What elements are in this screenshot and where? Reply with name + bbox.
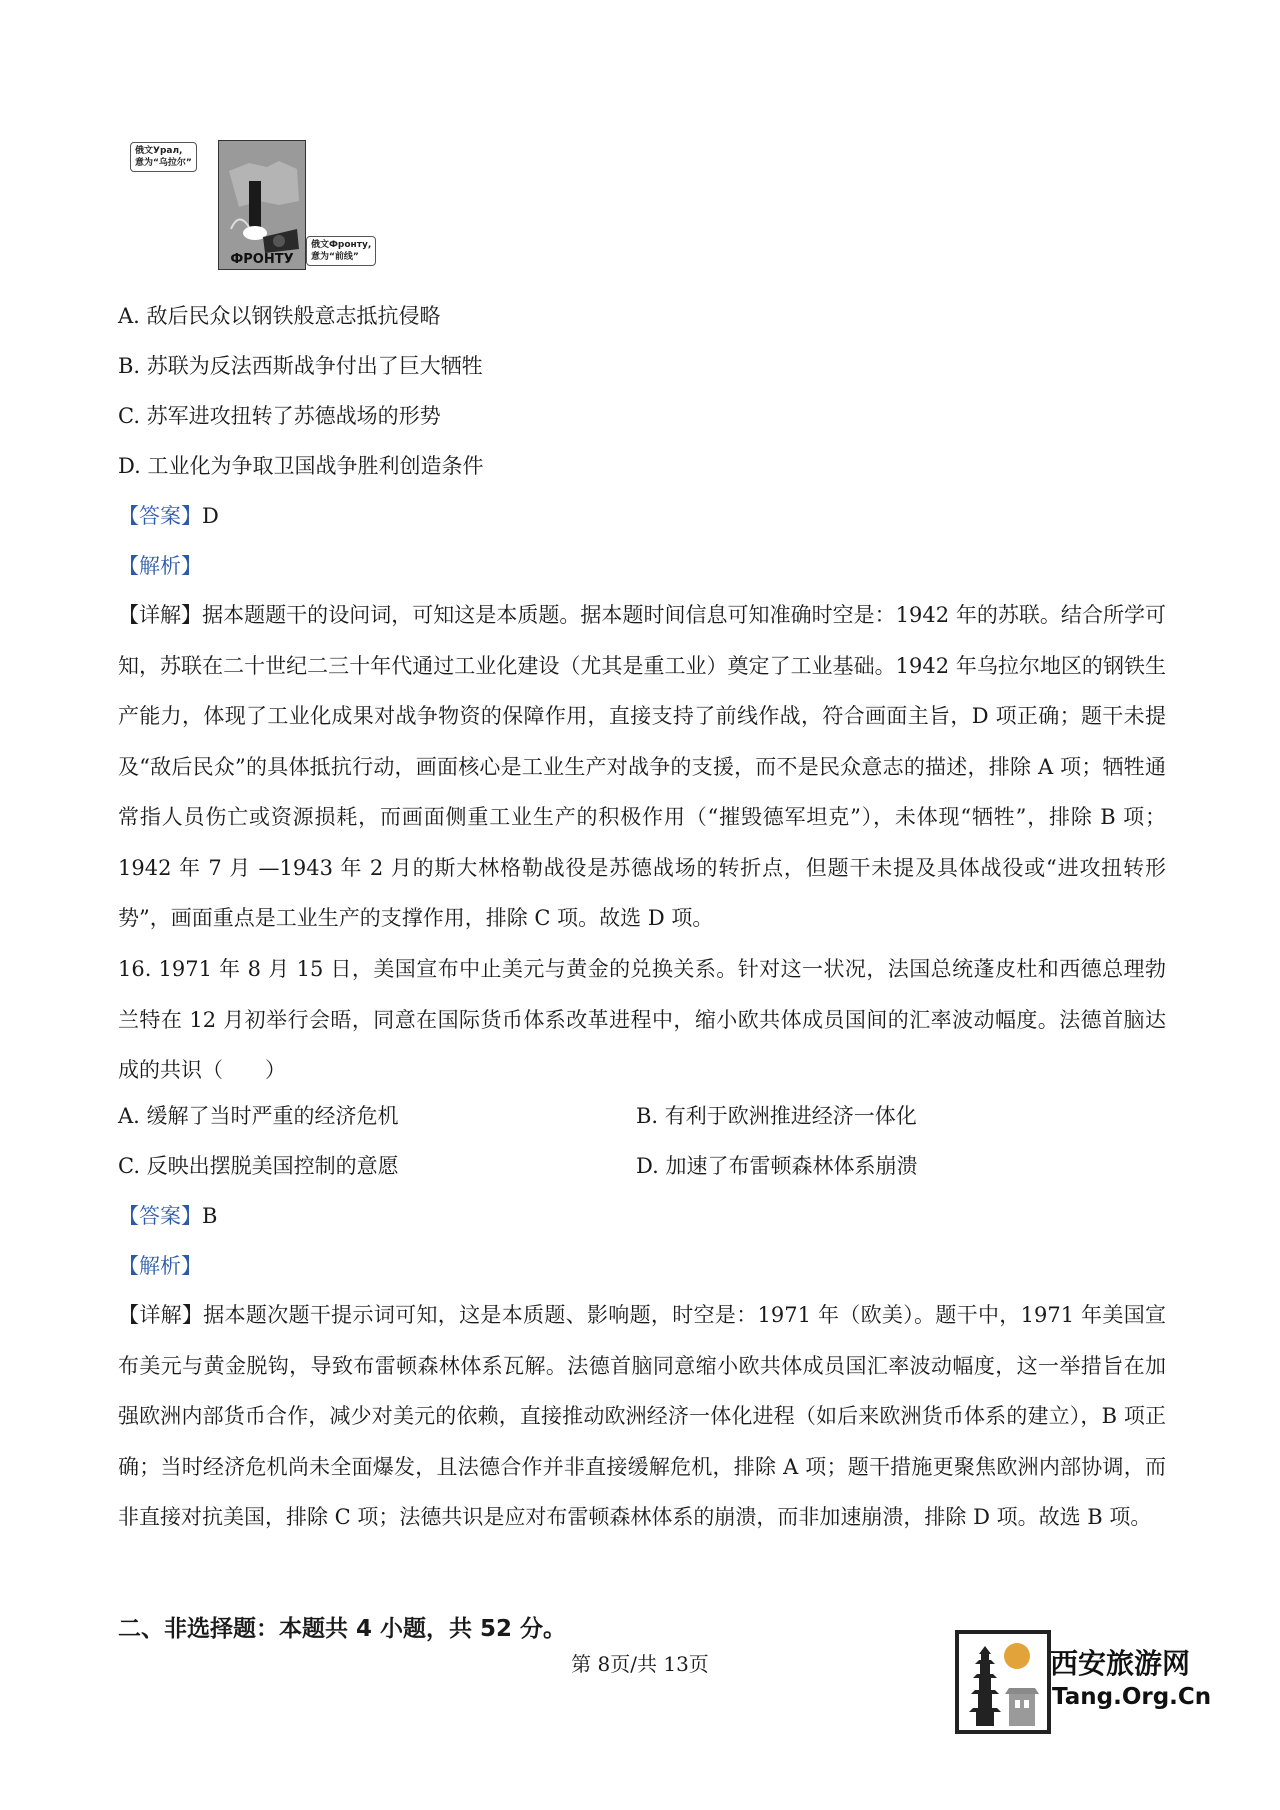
q15-option-b: B. 苏联为反法西斯战争付出了巨大牺牲 <box>118 354 483 378</box>
q16-detail <box>118 1290 1166 1543</box>
q16-analysis-label: 【解析】 <box>118 1254 202 1278</box>
section-title: 二、非选择题：本题共 4 小题，共 52 分。 <box>118 1616 567 1642</box>
q15-option-d: D. 工业化为争取卫国战争胜利创造条件 <box>118 454 484 478</box>
logo-emblem <box>955 1630 1051 1734</box>
pagoda-icon <box>959 1634 1047 1730</box>
detail-text: 据本题题干的设问词，可知这是本质题。据本题时间信息可知准确时空是：1942 年的苏联。结合所学可知，苏联在二十世纪二三十年代通过工业化建设（尤其是重工业）奠定了工业基础。1942 年乌拉尔地区的钢铁生产能力，体现了工业化成果对战争物资的保障作用，直接支持了前线作战，符合画面主旨，D 项正确；题干未提及“敌后民众”的具体抵抗行动，画面核心是工业生产对战争的支援，而不是民众意志的描述，排除 A 项；牺牲通常指人员伤亡或资源损耗，而画面侧重工业生产的积极作用（“摧毁德军坦克”），未体现“牺牲”，排除 B 项；1942 年 7 月 —1943 年 2 月的斯大林格勒战役是苏德战场的转折点，但题干未提及具体战役或“进攻扭转形势”，画面重点是工业生产的支撑作用，排除 C 项。故选 D 项。 <box>118 603 1166 930</box>
page-footer: 第 8页/共 13页 <box>571 1652 709 1676</box>
q15-answer <box>118 502 219 531</box>
detail-text: 据本题次题干提示词可知，这是本质题、影响题，时空是：1971 年（欧美）。题干中，1971 年美国宣布美元与黄金脱钩，导致布雷顿森林体系瓦解。法德首脑同意缩小欧共体成员国汇率波动幅度，这一举措旨在加强欧洲内部货币合作，减少对美元的依赖，直接推动欧洲经济一体化进程（如后来欧洲货币体系的建立），B 项正确；当时经济危机尚未全面爆发，且法德合作并非直接缓解危机，排除 A 项；题干措施更聚焦欧洲内部协调，而非直接对抗美国，排除 C 项；法德共识是应对布雷顿森林体系的崩溃，而非加速崩溃，排除 D 项。故选 B 项。 <box>118 1303 1167 1529</box>
q16-option-b: B. 有利于欧洲推进经济一体化 <box>636 1104 917 1128</box>
q16-answer <box>118 1202 217 1231</box>
detail-label: 【详解】 <box>118 603 203 627</box>
poster-illustration <box>219 141 305 269</box>
answer-value: D <box>202 504 219 528</box>
q16-stem: 16. 1971 年 8 月 15 日，美国宣布中止美元与黄金的兑换关系。针对这一状况，法国总统蓬皮杜和西德总理勃兰特在 12 月初举行会晤，同意在国际货币体系改革进程中，缩小欧共体成员国间的汇率波动幅度。法德首脑达成的共识（ ） <box>118 957 1166 1082</box>
logo-site-url: Tang.Org.Cn <box>1052 1684 1212 1710</box>
poster-image <box>218 140 306 270</box>
callout-ural: 俄文Урал, 意为“乌拉尔” <box>130 142 197 172</box>
answer-value: B <box>202 1204 218 1228</box>
q16-option-a: A. 缓解了当时严重的经济危机 <box>118 1104 399 1128</box>
q15-option-a: A. 敌后民众以钢铁般意志抵抗侵略 <box>118 304 441 328</box>
detail-label: 【详解】 <box>118 1303 204 1327</box>
q15-detail <box>118 590 1166 944</box>
callout-front: 俄文Фронту, 意为“前线” <box>306 236 376 266</box>
answer-label: 【答案】 <box>118 504 202 528</box>
site-logo <box>955 1630 1212 1730</box>
q15-analysis-label: 【解析】 <box>118 554 202 578</box>
q16-option-d: D. 加速了布雷顿森林体系崩溃 <box>636 1154 918 1178</box>
logo-site-name: 西安旅游网 <box>1050 1647 1191 1680</box>
poster-bottom-text: ФРОНТУ <box>230 252 294 267</box>
q16-option-c: C. 反映出摆脱美国控制的意愿 <box>118 1154 399 1178</box>
answer-label: 【答案】 <box>118 1204 202 1228</box>
q15-option-c: C. 苏军进攻扭转了苏德战场的形势 <box>118 404 441 428</box>
